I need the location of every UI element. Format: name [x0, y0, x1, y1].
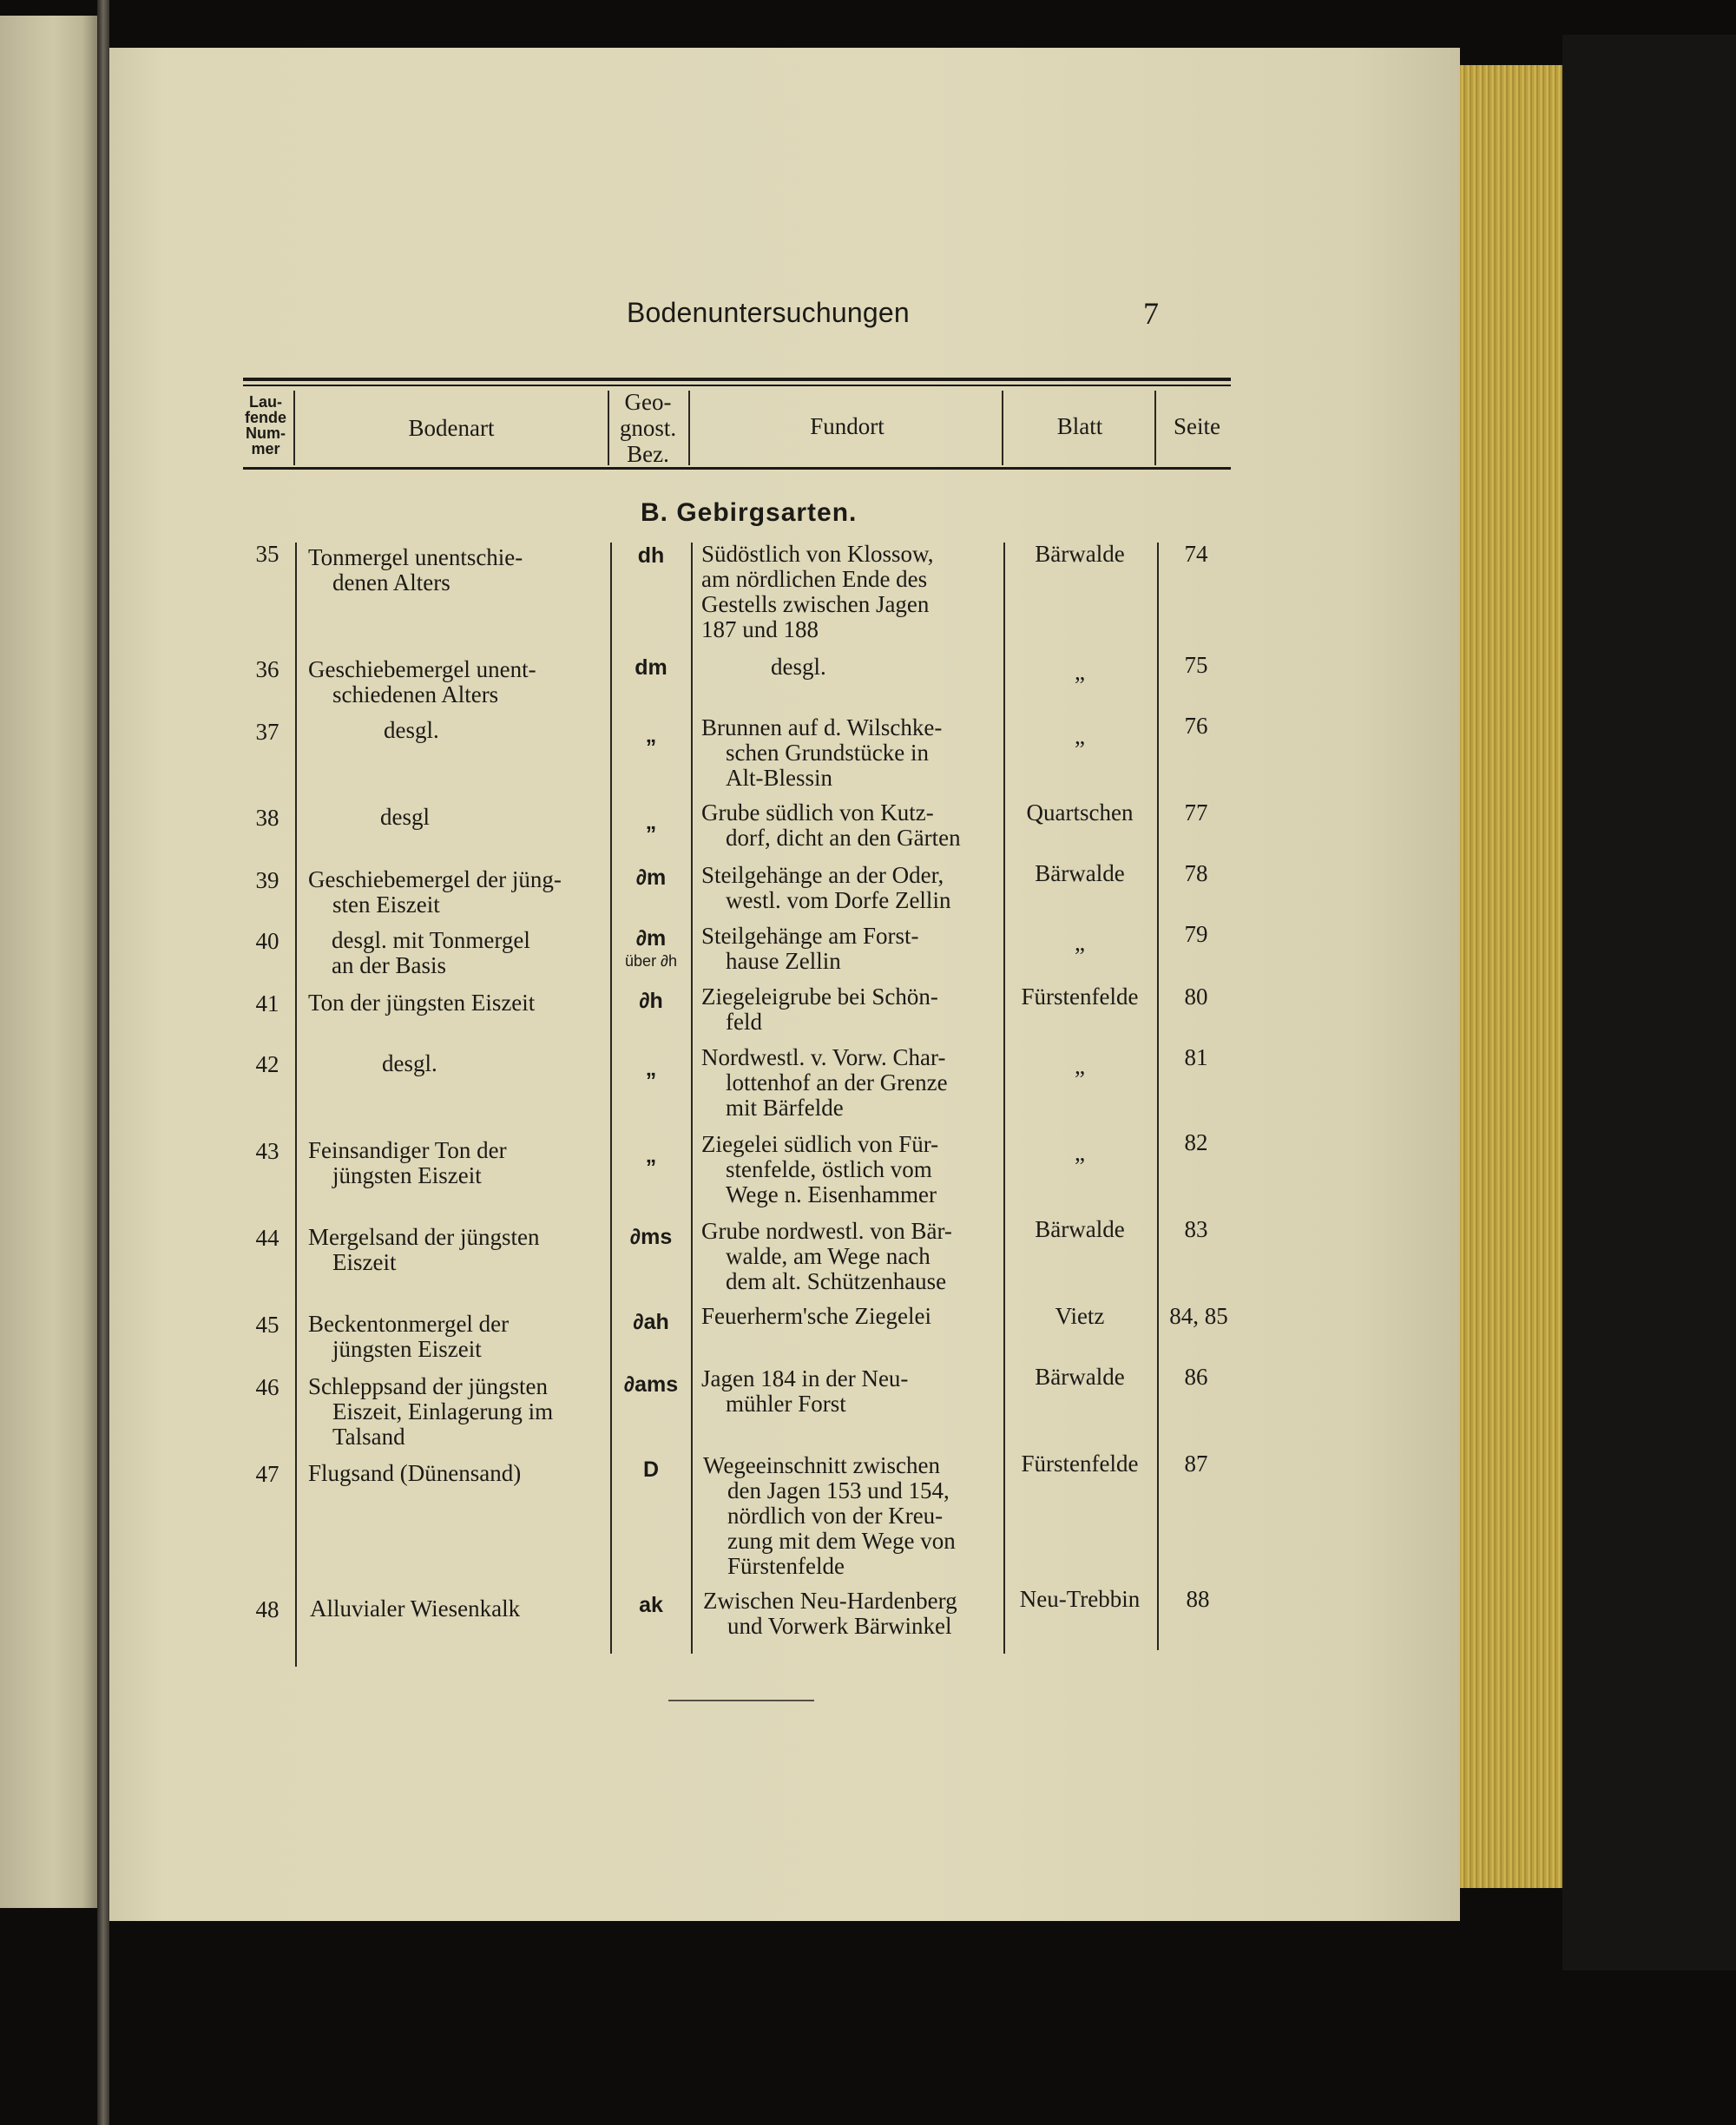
text-line: Geschiebemergel der jüng- [308, 866, 562, 892]
row-number: 43 [255, 1138, 279, 1164]
row-seite: 88 [1186, 1586, 1210, 1612]
book-gutter [97, 0, 109, 2125]
text-line: jüngsten Eiszeit [332, 1336, 482, 1362]
row-seite: 79 [1184, 921, 1208, 947]
row-bodenart [308, 867, 603, 918]
row-bodenart [380, 805, 554, 830]
row-number: 42 [255, 1051, 279, 1077]
text-line: desgl. [771, 654, 826, 680]
header-fundort: Fundort [810, 413, 884, 439]
row-geognost: dm [635, 655, 667, 680]
row-bodenart [308, 990, 603, 1016]
header-bodenart: Bodenart [408, 415, 495, 441]
text-line: Jagen 184 in der Neu- [701, 1365, 909, 1391]
row-geognost: „ [645, 723, 657, 747]
row-blatt: Bärwalde [1035, 1216, 1125, 1242]
row-number: 41 [255, 990, 279, 1016]
row-number: 47 [255, 1461, 279, 1487]
row-number: 40 [255, 928, 279, 954]
row-geognost: „ [645, 1143, 657, 1168]
row-bodenart [308, 1374, 603, 1450]
text-line: schen Grundstücke in [726, 740, 929, 766]
row-blatt: Neu-Trebbin [1019, 1586, 1141, 1612]
row-fundort [701, 984, 1014, 1035]
row-fundort [771, 655, 944, 680]
row-seite: 77 [1184, 799, 1208, 826]
row-number: 35 [255, 541, 279, 567]
row-fundort [701, 863, 1014, 913]
running-title: Bodenuntersuchungen [627, 297, 910, 328]
row-seite: 75 [1184, 652, 1208, 678]
text-line: hause Zellin [726, 948, 841, 974]
row-geognost: „ [645, 810, 657, 834]
text-line: Eiszeit [332, 1249, 397, 1275]
text-line: den Jagen 153 und 154, [727, 1477, 950, 1503]
row-seite: 76 [1184, 713, 1208, 739]
row-bodenart [308, 1312, 603, 1362]
row-bodenart [310, 1596, 605, 1622]
text-line: Feuerherm'sche Ziegelei [701, 1303, 931, 1329]
row-fundort [701, 1045, 1014, 1121]
column-divider [295, 543, 297, 1667]
text-line: desgl. [382, 1050, 437, 1076]
text-line: Nordwestl. v. Vorw. Char- [701, 1044, 946, 1070]
text-line: denen Alters [332, 569, 450, 595]
text-line: mühler Forst [726, 1391, 846, 1417]
header-laufende-nummer [240, 394, 292, 457]
row-fundort [701, 1304, 1014, 1329]
row-fundort [701, 542, 1014, 642]
row-bodenart [308, 657, 603, 707]
row-bodenart [308, 1138, 603, 1188]
header-line: mer [251, 440, 280, 457]
text-line: Schleppsand der jüngsten [308, 1373, 548, 1399]
page-block-edge [1460, 65, 1562, 1888]
row-blatt: Fürstenfelde [1021, 984, 1139, 1010]
row-geognost: ∂ams [623, 1372, 679, 1397]
header-seite: Seite [1174, 413, 1220, 439]
row-fundort [701, 924, 1014, 974]
text-line: Flugsand (Dünensand) [308, 1460, 522, 1486]
header-line: Lau- [249, 393, 282, 411]
row-number: 48 [255, 1596, 279, 1622]
book-cover [1562, 35, 1736, 1970]
geo-main: ∂m [635, 926, 667, 951]
text-line: mit Bärfelde [726, 1095, 844, 1121]
row-blatt: „ [1075, 930, 1085, 956]
text-line: dem alt. Schützenhause [726, 1268, 947, 1294]
text-line: Feinsandiger Ton der [308, 1137, 507, 1163]
text-line: sten Eiszeit [332, 891, 440, 918]
table-top-rule-thin [243, 385, 1231, 386]
text-line: Mergelsand der jüngsten [308, 1224, 540, 1250]
row-blatt: „ [1075, 723, 1085, 749]
row-bodenart [384, 718, 557, 743]
text-line: Grube südlich von Kutz- [701, 799, 934, 826]
text-line: Zwischen Neu-Hardenberg [703, 1588, 957, 1614]
text-line: westl. vom Dorfe Zellin [726, 887, 951, 913]
text-line: Ziegelei südlich von Für- [701, 1131, 939, 1157]
row-number: 36 [255, 656, 279, 682]
text-line: Alt-Blessin [726, 765, 833, 791]
row-blatt: Bärwalde [1035, 1364, 1125, 1390]
row-blatt: „ [1075, 1140, 1085, 1166]
row-fundort [701, 1132, 1014, 1207]
text-line: feld [726, 1009, 762, 1035]
table-header-rule [243, 467, 1231, 470]
column-divider [691, 543, 693, 1654]
row-bodenart [308, 1225, 603, 1275]
left-page-edge [0, 16, 97, 1908]
header-divider [688, 391, 690, 465]
row-blatt: Quartschen [1026, 799, 1134, 826]
row-seite: 86 [1184, 1364, 1208, 1390]
text-line: jüngsten Eiszeit [332, 1162, 482, 1188]
row-seite: 81 [1184, 1044, 1208, 1070]
row-seite: 78 [1184, 860, 1208, 886]
text-line: Geschiebemergel unent- [308, 656, 536, 682]
header-line: fende [244, 409, 286, 426]
row-fundort [701, 715, 1014, 791]
header-line: Geo- [624, 389, 672, 415]
text-line: Eiszeit, Einlagerung im [332, 1398, 554, 1424]
text-line: zung mit dem Wege von [727, 1528, 956, 1554]
text-line: desgl. mit Tonmergel [332, 927, 530, 953]
row-geognost: dh [637, 543, 665, 568]
row-blatt: „ [1075, 1053, 1085, 1079]
header-line: Num- [246, 424, 286, 442]
text-line: Steilgehänge am Forst- [701, 923, 919, 949]
row-fundort [703, 1589, 1003, 1639]
column-divider [1157, 543, 1159, 1650]
row-geognost: D [642, 1457, 660, 1482]
row-seite: 80 [1184, 984, 1208, 1010]
row-seite: 84, 85 [1169, 1303, 1228, 1329]
text-line: 187 und 188 [701, 616, 819, 642]
row-seite: 82 [1184, 1129, 1208, 1155]
row-bodenart [308, 1461, 603, 1486]
text-line: dorf, dicht an den Gärten [726, 825, 961, 851]
end-rule [668, 1700, 814, 1701]
text-line: Alluvialer Wiesenkalk [310, 1595, 521, 1622]
row-bodenart [332, 928, 609, 978]
row-geognost: ∂ah [633, 1310, 669, 1334]
row-fundort [701, 1366, 1014, 1417]
row-fundort [703, 1453, 1016, 1579]
text-line: Beckentonmergel der [308, 1311, 510, 1337]
row-blatt: Fürstenfelde [1021, 1451, 1139, 1477]
row-number: 38 [255, 805, 279, 831]
text-line: Wegeeinschnitt zwischen [703, 1452, 940, 1478]
header-line: gnost. [619, 415, 677, 441]
row-blatt: Bärwalde [1035, 541, 1125, 567]
page-number: 7 [1143, 296, 1159, 331]
text-line: Talsand [332, 1424, 405, 1450]
header-geognost [608, 389, 688, 467]
row-geognost: ak [639, 1593, 663, 1617]
row-bodenart [308, 545, 603, 595]
text-line: Ziegeleigrube bei Schön- [701, 984, 938, 1010]
section-title: B. Gebirgsarten. [641, 498, 858, 527]
text-line: Grube nordwestl. von Bär- [701, 1218, 952, 1244]
text-line: Tonmergel unentschie- [308, 544, 523, 570]
text-line: an der Basis [332, 952, 446, 978]
text-line: Gestells zwischen Jagen [701, 591, 930, 617]
row-geognost [612, 926, 690, 970]
text-line: und Vorwerk Bärwinkel [727, 1613, 952, 1639]
text-line: am nördlichen Ende des [701, 566, 928, 592]
text-line: Steilgehänge an der Oder, [701, 862, 944, 888]
row-number: 44 [255, 1225, 279, 1251]
row-geognost: „ [645, 1056, 657, 1081]
row-geognost: ∂h [639, 989, 663, 1013]
text-line: nördlich von der Kreu- [727, 1503, 944, 1529]
text-line: Ton der jüngsten Eiszeit [308, 990, 536, 1016]
row-bodenart [382, 1051, 556, 1076]
table-top-rule-thick [243, 378, 1231, 381]
row-geognost: ∂m [635, 865, 667, 890]
text-line: walde, am Wege nach [726, 1243, 930, 1269]
row-seite: 83 [1184, 1216, 1208, 1242]
row-fundort [701, 1219, 1014, 1294]
text-line: Fürstenfelde [727, 1553, 845, 1579]
header-blatt: Blatt [1056, 413, 1103, 439]
row-blatt: Bärwalde [1035, 860, 1125, 886]
row-geognost: ∂ms [629, 1225, 673, 1249]
text-line: desgl. [384, 717, 439, 743]
text-line: Brunnen auf d. Wilschke- [701, 714, 943, 740]
row-blatt: Vietz [1055, 1303, 1105, 1329]
text-line: schiedenen Alters [332, 681, 499, 707]
row-number: 37 [255, 719, 279, 745]
row-number: 39 [255, 867, 279, 893]
row-seite: 87 [1184, 1451, 1208, 1477]
row-seite: 74 [1184, 541, 1208, 567]
header-line: Bez. [627, 441, 669, 467]
text-line: Südöstlich von Klossow, [701, 541, 934, 567]
geo-sub: über ∂h [625, 952, 677, 970]
row-blatt: „ [1075, 659, 1085, 685]
row-number: 45 [255, 1312, 279, 1338]
row-fundort [701, 800, 1014, 851]
text-line: lottenhof an der Grenze [726, 1069, 948, 1095]
text-line: desgl [380, 804, 430, 830]
row-number: 46 [255, 1374, 279, 1400]
text-line: stenfelde, östlich vom [726, 1156, 932, 1182]
column-divider [610, 543, 612, 1654]
text-line: Wege n. Eisenhammer [726, 1181, 937, 1207]
